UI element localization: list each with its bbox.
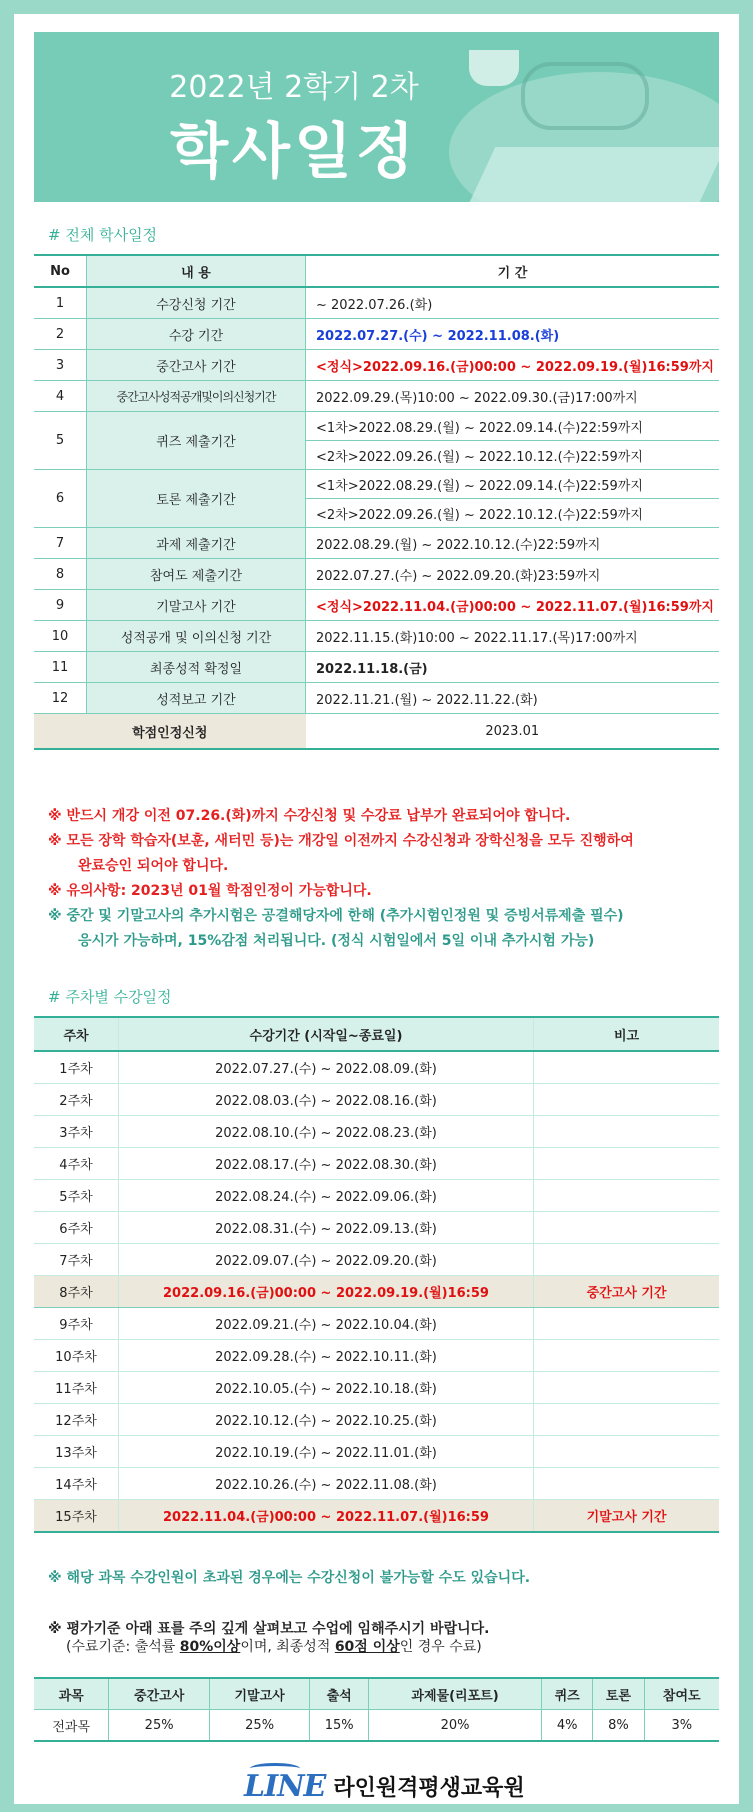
- grading-table: [34, 1677, 719, 1742]
- table-row: [34, 652, 719, 683]
- week-label: 3주차: [34, 1116, 119, 1148]
- row-name: 수강신청 기간: [87, 287, 306, 319]
- logo-text: LINE: [244, 1768, 326, 1804]
- row-number: 10: [34, 621, 87, 652]
- table-row: [34, 1404, 719, 1436]
- header-period: 수강기간 (시작일~종료일): [119, 1017, 534, 1051]
- table-row: [34, 287, 719, 319]
- row-name: 성적공개 및 이의신청 기간: [87, 621, 306, 652]
- week-period: 2022.08.17.(수) ~ 2022.08.30.(화): [119, 1148, 534, 1180]
- week-period: 2022.10.12.(수) ~ 2022.10.25.(화): [119, 1404, 534, 1436]
- week-label: 10주차: [34, 1340, 119, 1372]
- row-number: 7: [34, 528, 87, 559]
- week-note: 중간고사 기간: [534, 1276, 720, 1308]
- line-logo-mark: [244, 1769, 325, 1804]
- week-note: [534, 1340, 720, 1372]
- row-number: 9: [34, 590, 87, 621]
- criteria-text: 이며, 최종성적: [240, 1639, 335, 1655]
- criteria-line1: ※ 평가기준 아래 표를 주의 깊게 살펴보고 수업에 임해주시기 바랍니다.: [48, 1621, 490, 1637]
- table-row: [34, 1340, 719, 1372]
- header-attendance: 출석: [310, 1678, 369, 1710]
- table-row: [34, 470, 719, 499]
- row-number: 6: [34, 470, 87, 528]
- row-period: <2차>2022.09.26.(월) ~ 2022.10.12.(수)22:59까지: [306, 499, 720, 528]
- final-exam-row: [34, 1500, 719, 1533]
- header-week: 주차: [34, 1017, 119, 1051]
- row-number: 11: [34, 652, 87, 683]
- week-note: [534, 1148, 720, 1180]
- week-label: 2주차: [34, 1084, 119, 1116]
- week-note: [534, 1372, 720, 1404]
- row-name: 과제 제출기간: [87, 528, 306, 559]
- table-row: [34, 528, 719, 559]
- table-header-row: [34, 1017, 719, 1051]
- table-row: [34, 1051, 719, 1084]
- row-period: <2차>2022.09.26.(월) ~ 2022.10.12.(수)22:59까지: [306, 441, 720, 470]
- attendance-threshold: 80%이상: [179, 1639, 241, 1655]
- row-period: 2022.07.27.(수) ~ 2022.11.08.(화): [306, 319, 720, 350]
- grade-cell: 20%: [369, 1710, 542, 1742]
- table-row: [34, 412, 719, 441]
- table-row: [34, 1710, 719, 1742]
- section-title-overall: # 전체 학사일정: [48, 226, 158, 244]
- grade-cell: 25%: [109, 1710, 209, 1742]
- header-note: 비고: [534, 1017, 720, 1051]
- table-row: [34, 1180, 719, 1212]
- header-period: 기 간: [306, 255, 720, 287]
- table-row: [34, 381, 719, 412]
- week-label: 12주차: [34, 1404, 119, 1436]
- week-period: 2022.10.19.(수) ~ 2022.11.01.(화): [119, 1436, 534, 1468]
- week-label: 7주차: [34, 1244, 119, 1276]
- score-threshold: 60점 이상: [334, 1639, 400, 1655]
- table-row: [34, 1116, 719, 1148]
- row-period: ~ 2022.07.26.(화): [306, 287, 720, 319]
- section-title-weekly: # 주차별 수강일정: [48, 988, 172, 1006]
- week-label: 8주차: [34, 1276, 119, 1308]
- row-period: 2022.09.29.(목)10:00 ~ 2022.09.30.(금)17:00까지: [306, 381, 720, 412]
- row-period: <정식>2022.09.16.(금)00:00 ~ 2022.09.19.(월)16:59까지: [306, 350, 720, 381]
- grade-cell: 25%: [209, 1710, 309, 1742]
- row-name: 수강 기간: [87, 319, 306, 350]
- header-final: 기말고사: [209, 1678, 309, 1710]
- table-row: [34, 350, 719, 381]
- notice-makeup-exam-cont: 응시가 가능하며, 15%감점 처리됩니다. (정식 시험일에서 5일 이내 추가시험 가능): [78, 933, 595, 949]
- week-note: [534, 1212, 720, 1244]
- weekly-schedule-table: [34, 1016, 719, 1533]
- row-number: 1: [34, 287, 87, 319]
- row-number: 8: [34, 559, 87, 590]
- week-period: 2022.08.31.(수) ~ 2022.09.13.(화): [119, 1212, 534, 1244]
- row-name: 중간고사 기간: [87, 350, 306, 381]
- notice-block: [48, 804, 728, 954]
- week-label: 5주차: [34, 1180, 119, 1212]
- row-period: 2022.11.15.(화)10:00 ~ 2022.11.17.(목)17:00까지: [306, 621, 720, 652]
- table-row: [34, 1436, 719, 1468]
- header-assignment: 과제물(리포트): [369, 1678, 542, 1710]
- row-period: <1차>2022.08.29.(월) ~ 2022.09.14.(수)22:59까지: [306, 412, 720, 441]
- grade-cell: 3%: [671, 1717, 693, 1733]
- table-header-row: [34, 1678, 719, 1710]
- week-note: [534, 1308, 720, 1340]
- week-period: 2022.09.28.(수) ~ 2022.10.11.(화): [119, 1340, 534, 1372]
- week-period: 2022.07.27.(수) ~ 2022.08.09.(화): [119, 1051, 534, 1084]
- week-label: 4주차: [34, 1148, 119, 1180]
- notice-credit: ※ 유의사항: 2023년 01월 학점인정이 가능합니다.: [48, 883, 372, 899]
- institution-logo: [244, 1768, 525, 1804]
- banner-subtitle: 2022년 2학기 2차: [169, 70, 419, 105]
- table-header-row: [34, 255, 719, 287]
- row-name: 성적보고 기간: [87, 683, 306, 714]
- week-period: 2022.10.05.(수) ~ 2022.10.18.(화): [119, 1372, 534, 1404]
- week-note: [534, 1404, 720, 1436]
- table-row: [34, 621, 719, 652]
- week-label: 6주차: [34, 1212, 119, 1244]
- week-period: 2022.08.24.(수) ~ 2022.09.06.(화): [119, 1180, 534, 1212]
- table-row: [34, 1148, 719, 1180]
- week-period: 2022.09.07.(수) ~ 2022.09.20.(화): [119, 1244, 534, 1276]
- notice-scholarship: ※ 모든 장학 학습자(보훈, 새터민 등)는 개강일 이전까지 수강신청과 장학신청을 모두 진행하여: [48, 833, 634, 849]
- header-no: No: [34, 255, 87, 287]
- title-banner: [34, 32, 719, 202]
- week-label: 15주차: [34, 1500, 119, 1533]
- table-row: [34, 1084, 719, 1116]
- week-label: 14주차: [34, 1468, 119, 1500]
- row-name: 참여도 제출기간: [87, 559, 306, 590]
- row-period: <1차>2022.08.29.(월) ~ 2022.09.14.(수)22:59까지: [306, 470, 720, 499]
- capacity-notice: ※ 해당 과목 수강인원이 초과된 경우에는 수강신청이 불가능할 수도 있습니다.: [48, 1570, 531, 1586]
- header-discussion: 토론: [593, 1678, 644, 1710]
- notice-scholarship-cont: 완료승인 되어야 합니다.: [78, 858, 229, 874]
- grade-cell: 8%: [593, 1710, 644, 1742]
- week-period: 2022.08.03.(수) ~ 2022.08.16.(화): [119, 1084, 534, 1116]
- row-period: 2022.08.29.(월) ~ 2022.10.12.(수)22:59까지: [306, 528, 720, 559]
- row-number: 3: [34, 350, 87, 381]
- criteria-line2: [48, 1638, 489, 1656]
- week-label: 11주차: [34, 1372, 119, 1404]
- row-period: 2022.11.18.(금): [306, 652, 720, 683]
- header-content: 내 용: [87, 255, 306, 287]
- week-note: [534, 1084, 720, 1116]
- row-name: 기말고사 기간: [87, 590, 306, 621]
- row-number: 5: [34, 412, 87, 470]
- institution-name: 라인원격평생교육원: [333, 1775, 525, 1801]
- header-subject: 과목: [34, 1678, 109, 1710]
- row-period: 2022.07.27.(수) ~ 2022.09.20.(화)23:59까지: [306, 559, 720, 590]
- row-name: 최종성적 확정일: [87, 652, 306, 683]
- week-note: [534, 1436, 720, 1468]
- table-row: [34, 683, 719, 714]
- week-note: [534, 1468, 720, 1500]
- table-row: [34, 1212, 719, 1244]
- week-label: 1주차: [34, 1051, 119, 1084]
- header-participation: 참여도: [644, 1678, 719, 1710]
- criteria-text: (수료기준: 출석률: [66, 1639, 180, 1655]
- notice-makeup-exam: ※ 중간 및 기말고사의 추가시험은 공결해당자에 한해 (추가시험인정원 및 증빙서류제출 필수): [48, 908, 624, 924]
- criteria-block: [48, 1620, 489, 1656]
- grade-cell: 전과목: [34, 1710, 109, 1742]
- week-period: 2022.11.04.(금)00:00 ~ 2022.11.07.(월)16:59: [119, 1500, 534, 1533]
- row-name: 토론 제출기간: [87, 470, 306, 528]
- row-period: 2022.11.21.(월) ~ 2022.11.22.(화): [306, 683, 720, 714]
- banner-title: 학사일정: [170, 117, 418, 187]
- table-row: [34, 1308, 719, 1340]
- week-note: [534, 1180, 720, 1212]
- table-row: [34, 1468, 719, 1500]
- week-label: 9주차: [34, 1308, 119, 1340]
- week-period: 2022.08.10.(수) ~ 2022.08.23.(화): [119, 1116, 534, 1148]
- grade-cell: 15%: [310, 1710, 369, 1742]
- week-note: 기말고사 기간: [534, 1500, 720, 1533]
- table-row: [34, 1372, 719, 1404]
- criteria-text: 인 경우 수료): [399, 1639, 482, 1655]
- table-row: [34, 590, 719, 621]
- table-row: [34, 319, 719, 350]
- week-period: 2022.09.21.(수) ~ 2022.10.04.(화): [119, 1308, 534, 1340]
- credit-label: 학점인정신청: [34, 714, 306, 750]
- week-period: 2022.09.16.(금)00:00 ~ 2022.09.19.(월)16:59: [119, 1276, 534, 1308]
- row-name: 퀴즈 제출기간: [87, 412, 306, 470]
- week-period: 2022.10.26.(수) ~ 2022.11.08.(화): [119, 1468, 534, 1500]
- row-period: <정식>2022.11.04.(금)00:00 ~ 2022.11.07.(월)16:59까지: [306, 590, 720, 621]
- row-number: 4: [34, 381, 87, 412]
- header-midterm: 중간고사: [109, 1678, 209, 1710]
- grade-cell: 4%: [542, 1710, 593, 1742]
- week-label: 13주차: [34, 1436, 119, 1468]
- credit-value: 2023.01: [306, 714, 720, 750]
- table-row: [34, 559, 719, 590]
- notice-registration: ※ 반드시 개강 이전 07.26.(화)까지 수강신청 및 수강료 납부가 완료되어야 합니다.: [48, 808, 571, 824]
- row-name: 중간고사성적공개및이의신청기간: [87, 381, 306, 412]
- week-note: [534, 1116, 720, 1148]
- week-note: [534, 1244, 720, 1276]
- row-number: 12: [34, 683, 87, 714]
- overall-schedule-table: [34, 254, 719, 750]
- credit-row: [34, 714, 719, 750]
- header-quiz: 퀴즈: [542, 1678, 593, 1710]
- table-row: [34, 1244, 719, 1276]
- week-note: [534, 1051, 720, 1084]
- midterm-row: [34, 1276, 719, 1308]
- row-number: 2: [34, 319, 87, 350]
- schedule-sheet: [14, 14, 739, 1804]
